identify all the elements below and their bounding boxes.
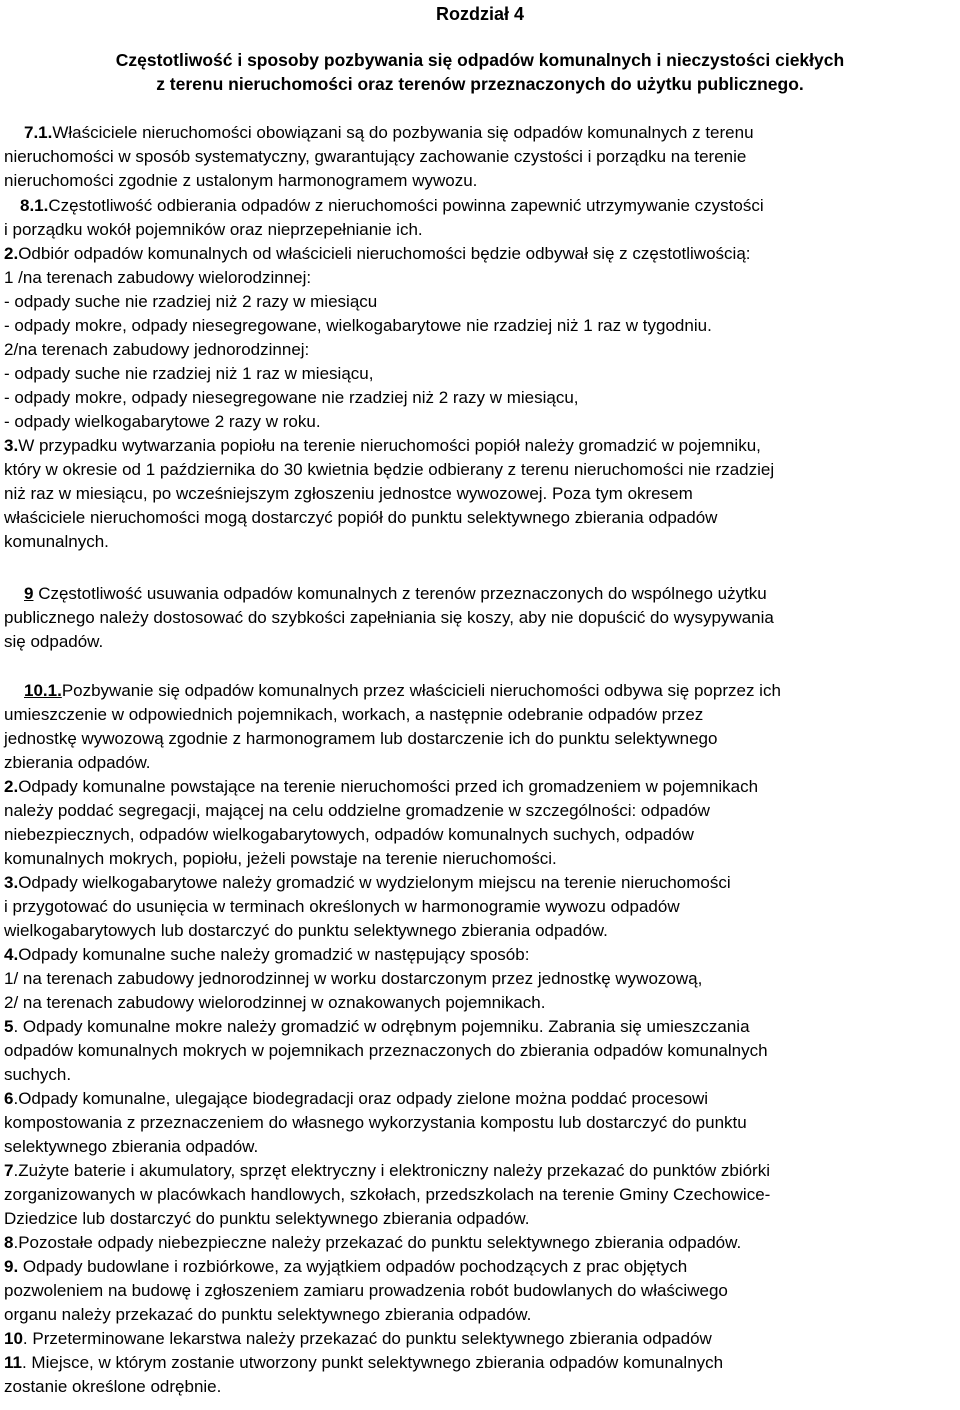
section-8-point-2: 2. — [4, 244, 19, 263]
section-10-line: Odpady komunalne powstające na terenie nieruchomości przed ich gromadzeniem w pojemnikach — [18, 777, 759, 796]
section-8-line: - odpady mokre, odpady niesegregowane, wielkogabarytowe nie rzadziej niż 1 raz w tygodniu. — [4, 316, 712, 335]
section-10-line: Odpady wielkogabarytowe należy gromadzić w wydzielonym miejscu na terenie nieruchomości — [18, 873, 731, 892]
section-7-line: nieruchomości zgodnie z ustalonym harmonogramem wywozu. — [4, 171, 478, 190]
section-8-line: komunalnych. — [4, 532, 109, 551]
section-10-line: selektywnego zbierania odpadów. — [4, 1137, 259, 1156]
section-10-line: wielkogabarytowych lub dostarczyć do punktu selektywnego zbierania odpadów. — [4, 921, 608, 940]
section-9-number: 9 — [24, 584, 34, 603]
section-9 — [24, 582, 960, 606]
section-10-line: .Pozostałe odpady niebezpieczne należy przekazać do punktu selektywnego zbierania odpadów. — [13, 1233, 742, 1252]
section-10-line: zbierania odpadów. — [4, 753, 151, 772]
section-8-line: W przypadku wytwarzania popiołu na terenie nieruchomości popiół należy gromadzić w pojemniku, — [18, 436, 761, 455]
section-8 — [20, 194, 960, 218]
section-10-point-6: 6 — [4, 1089, 14, 1108]
section-10-line: odpadów komunalnych mokrych w pojemnikach przeznaczonych do zbierania odpadów komunalnych — [4, 1041, 768, 1060]
section-10-body — [4, 703, 959, 1399]
section-8-line: niż raz w miesiącu, po wcześniejszym zgłoszeniu jednostce wywozowej. Poza tym okresem — [4, 484, 693, 503]
section-8-line: - odpady suche nie rzadziej niż 1 raz w miesiącu, — [4, 364, 374, 383]
section-10-line: suchych. — [4, 1065, 72, 1084]
section-8-line: właściciele nieruchomości mogą dostarczyć popiół do punktu selektywnego zbierania odpadów — [4, 508, 718, 527]
subtitle-line-2: z terenu nieruchomości oraz terenów przeznaczonych do użytku publicznego. — [156, 74, 804, 94]
section-10-line: organu należy przekazać do punktu selektywnego zbierania odpadów. — [4, 1305, 532, 1324]
section-10-line: jednostkę wywozową zgodnie z harmonogramem lub dostarczenie ich do punktu selektywnego — [4, 729, 718, 748]
section-10-line: zorganizowanych w placówkach handlowych, szkołach, przedszkolach na terenie Gminy Czechowice- — [4, 1185, 771, 1204]
section-10-point-10: 10 — [4, 1329, 23, 1348]
section-10-point-2: 2. — [4, 777, 19, 796]
subtitle-line-1: Częstotliwość i sposoby pozbywania się odpadów komunalnych i nieczystości ciekłych — [115, 50, 845, 70]
section-10-point-8: 8 — [4, 1233, 14, 1252]
section-9-line: się odpadów. — [4, 632, 104, 651]
section-8-line: Częstotliwość odbierania odpadów z nieruchomości powinna zapewnić utrzymywanie czystości — [48, 196, 764, 215]
section-10 — [24, 679, 960, 703]
section-8-body — [4, 218, 959, 554]
section-8-line: - odpady mokre, odpady niesegregowane nie rzadziej niż 2 razy w miesiącu, — [4, 388, 579, 407]
section-8-point-3: 3. — [4, 436, 19, 455]
section-10-line: .Odpady komunalne, ulegające biodegradacji oraz odpady zielone można poddać procesowi — [13, 1089, 709, 1108]
section-8-line: - odpady wielkogabarytowe 2 razy w roku. — [4, 412, 321, 431]
section-10-line: 2/ na terenach zabudowy wielorodzinnej w oznakowanych pojemnikach. — [4, 993, 546, 1012]
section-10-number: 10.1. — [24, 681, 62, 700]
section-10-line: kompostowania z przeznaczeniem do własnego wykorzystania kompostu lub dostarczyć do punktu — [4, 1113, 747, 1132]
section-10-point-4: 4. — [4, 945, 19, 964]
section-10-point-11: 11 — [4, 1353, 22, 1372]
section-10-line: Odpady budowlane i rozbiórkowe, za wyjątkiem odpadów pochodzących z prac objętych — [18, 1257, 688, 1276]
section-10-line: należy poddać segregacji, mającej na celu oddzielne gromadzenie w szczególności: odpadów — [4, 801, 710, 820]
section-8-line: Odbiór odpadów komunalnych od właścicieli nieruchomości będzie odbywał się z częstotliwością: — [18, 244, 751, 263]
section-9-body — [4, 606, 959, 654]
section-7-line: nieruchomości w sposób systematyczny, gwarantujący zachowanie czystości i porządku na terenie — [4, 147, 747, 166]
section-10-line: Pozbywanie się odpadów komunalnych przez właścicieli nieruchomości odbywa się poprzez ich — [61, 681, 781, 700]
section-10-line: Odpady komunalne suche należy gromadzić w następujący sposób: — [18, 945, 530, 964]
section-10-line: umieszczenie w odpowiednich pojemnikach, workach, a następnie odebranie odpadów przez — [4, 705, 704, 724]
section-10-line: niebezpiecznych, odpadów wielkogabarytowych, odpadów komunalnych suchych, odpadów — [4, 825, 694, 844]
section-10-point-3: 3. — [4, 873, 19, 892]
section-7 — [24, 121, 960, 145]
section-9-line: publicznego należy dostosować do szybkości zapełniania się koszy, aby nie dopuścić do wysypywania — [4, 608, 774, 627]
section-7-line: Właściciele nieruchomości obowiązani są do pozbywania się odpadów komunalnych z terenu — [52, 123, 754, 142]
section-10-line: Dziedzice lub dostarczyć do punktu selektywnego zbierania odpadów. — [4, 1209, 530, 1228]
section-10-point-7: 7 — [4, 1161, 14, 1180]
section-8-number: 8.1. — [20, 196, 49, 215]
section-8-line: który w okresie od 1 października do 30 kwietnia będzie odbierany z terenu nieruchomości nie rzadziej — [4, 460, 775, 479]
chapter-title: Rozdział 4 — [435, 4, 524, 24]
section-10-point-5: 5 — [4, 1017, 14, 1036]
section-8-line: 1 /na terenach zabudowy wielorodzinnej: — [4, 268, 312, 287]
section-10-line: 1/ na terenach zabudowy jednorodzinnej w worku dostarczonym przez jednostkę wywozową, — [4, 969, 703, 988]
section-8-line: - odpady suche nie rzadziej niż 2 razy w miesiącu — [4, 292, 378, 311]
section-8-line: 2/na terenach zabudowy jednorodzinnej: — [4, 340, 310, 359]
section-10-line: . Miejsce, w którym zostanie utworzony punkt selektywnego zbierania odpadów komunalnych — [21, 1353, 724, 1372]
section-10-line: komunalnych mokrych, popiołu, jeżeli powstaje na terenie nieruchomości. — [4, 849, 557, 868]
section-10-line: . Odpady komunalne mokre należy gromadzić w odrębnym pojemniku. Zabrania się umieszczania — [13, 1017, 750, 1036]
section-7-number: 7.1. — [24, 123, 53, 142]
section-10-line: . Przeterminowane lekarstwa należy przekazać do punktu selektywnego zbierania odpadów — [22, 1329, 712, 1348]
section-8-line: i porządku wokół pojemników oraz nieprzepełnianie ich. — [4, 220, 423, 239]
section-10-line: .Zużyte baterie i akumulatory, sprzęt elektryczny i elektroniczny należy przekazać do punktów zbiórki — [13, 1161, 770, 1180]
section-10-line: i przygotować do usunięcia w terminach określonych w harmonogramie wywozu odpadów — [4, 897, 680, 916]
section-9-line: Częstotliwość usuwania odpadów komunalnych z terenów przeznaczonych do wspólnego użytku — [33, 584, 767, 603]
section-10-line: pozwoleniem na budowę i zgłoszeniem zamiaru prowadzenia robót budowlanych do właściwego — [4, 1281, 728, 1300]
section-7-continued — [4, 145, 959, 193]
section-10-point-9: 9. — [4, 1257, 19, 1276]
section-10-line: zostanie określone odrębnie. — [4, 1377, 222, 1396]
